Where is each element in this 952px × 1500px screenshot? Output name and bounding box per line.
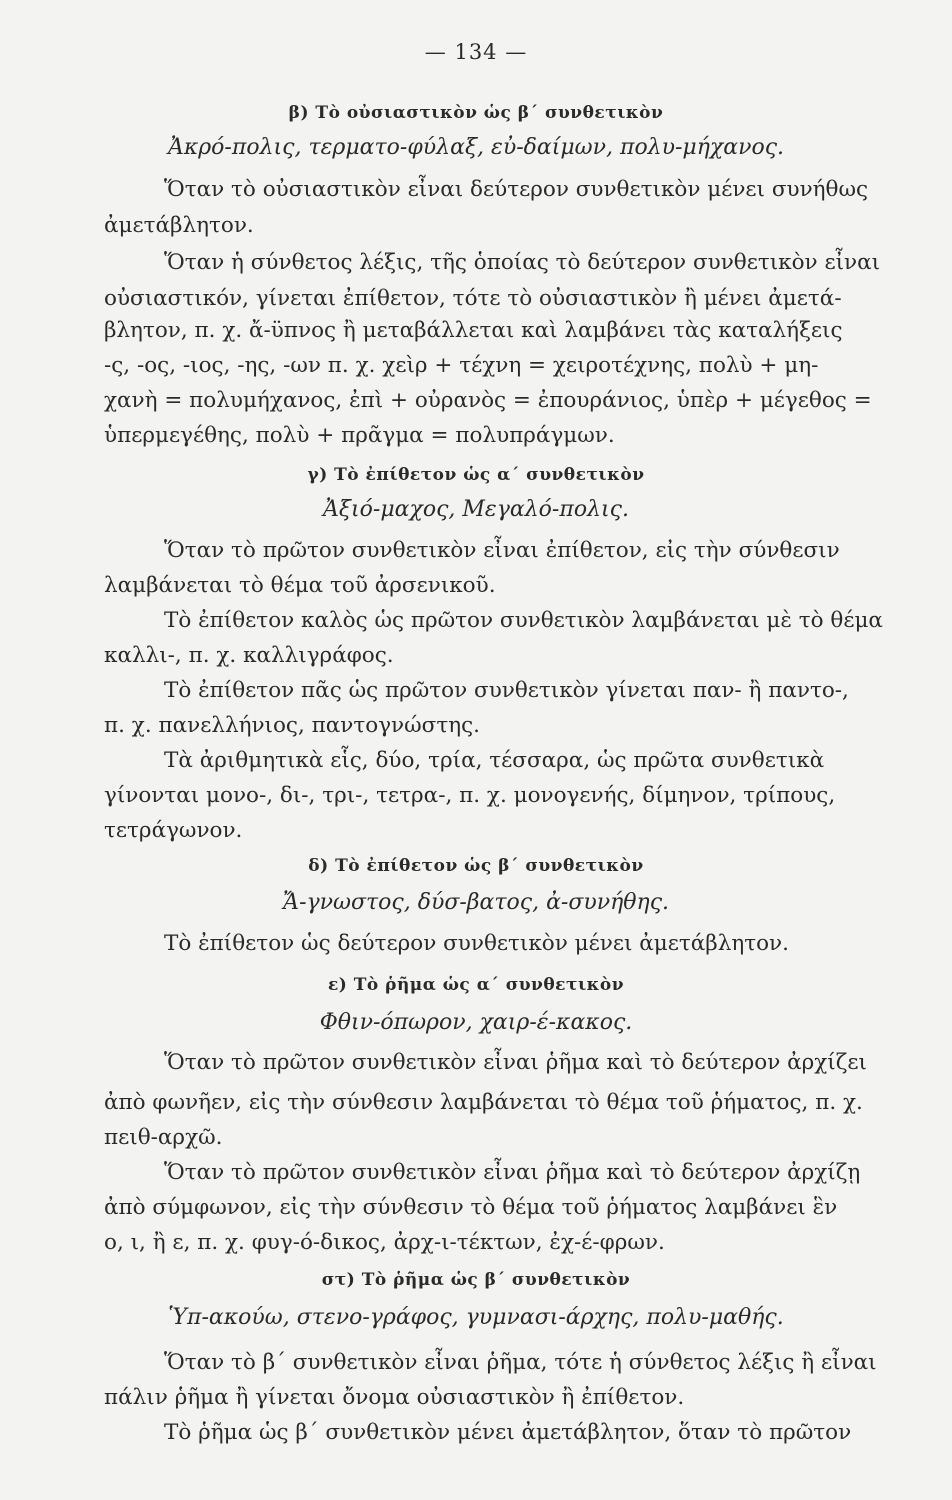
section-heading-b: β) Τὸ οὐσιαστικὸν ὡς β΄ συνθετικὸν [288, 103, 664, 123]
text-line-21: πειθ-αρχῶ. [104, 1125, 223, 1150]
text-line-7: χανὴ = πολυμήχανος, ἐπὶ + οὐρανὸς = ἐπουράνιος, ὑπὲρ + μέγεθος = [104, 388, 872, 413]
example-line-e: Φθιν-όπωρον, χαιρ-έ-κακος. [319, 1010, 633, 1035]
text-line-4: οὐσιαστικόν, γίνεται ἐπίθετον, τότε τὸ οὐσιαστικὸν ἢ μένει ἀμετά- [104, 286, 842, 311]
text-line-15: Τὰ ἀριθμητικὰ εἷς, δύο, τρία, τέσσαρα, ὡς πρῶτα συνθετικὰ [164, 748, 825, 773]
text-line-14: π. χ. πανελλήνιος, παντογνώστης. [104, 713, 480, 738]
text-line-9: Ὅταν τὸ πρῶτον συνθετικὸν εἶναι ἐπίθετον, εἰς τὴν σύνθεσιν [164, 538, 840, 563]
text-line-8: ὑπερμεγέθης, πολὺ + πρᾶγμα = πολυπράγμων. [104, 423, 615, 448]
text-line-26: πάλιν ῥῆμα ἢ γίνεται ὄνομα οὐσιαστικὸν ἢ ἐπίθετον. [104, 1385, 685, 1410]
section-heading-e: ε) Τὸ ῥῆμα ὡς α΄ συνθετικὸν [327, 975, 625, 995]
example-line-d: Ἄ-γνωστος, δύσ-βατος, ἀ-συνήθης. [282, 890, 670, 915]
example-line-b: Ἀκρό-πολις, τερματο-φύλαξ, εὐ-δαίμων, πολυ-μήχανος. [167, 135, 785, 160]
text-line-20: ἀπὸ φωνῆεν, εἰς τὴν σύνθεσιν λαμβάνεται τὸ θέμα τοῦ ῥήματος, π. χ. [104, 1090, 863, 1115]
text-line-3: Ὅταν ἡ σύνθετος λέξις, τῆς ὁποίας τὸ δεύτερον συνθετικὸν εἶναι [164, 250, 881, 275]
section-heading-st: στ) Τὸ ῥῆμα ὡς β΄ συνθετικὸν [321, 1270, 631, 1290]
text-line-23: ἀπὸ σύμφωνον, εἰς τὴν σύνθεσιν τὸ θέμα τοῦ ῥήματος λαμβάνει ἓν [104, 1195, 838, 1220]
section-heading-g: γ) Τὸ ἐπίθετον ὡς α΄ συνθετικὸν [307, 465, 645, 485]
text-line-18: Τὸ ἐπίθετον ὡς δεύτερον συνθετικὸν μένει ἀμετάβλητον. [164, 931, 789, 956]
text-line-2: ἀμετάβλητον. [104, 213, 254, 238]
text-line-13: Τὸ ἐπίθετον πᾶς ὡς πρῶτον συνθετικὸν γίνεται παν- ἢ παντο-, [164, 678, 849, 703]
text-line-12: καλλι-, π. χ. καλλιγράφος. [104, 643, 394, 668]
text-line-27: Τὸ ῥῆμα ὡς β΄ συνθετικὸν μένει ἀμετάβλητον, ὅταν τὸ πρῶτον [164, 1420, 852, 1445]
text-line-24: ο, ι, ἢ ε, π. χ. φυγ-ό-δικος, ἀρχ-ι-τέκτων, ἐχ-έ-φρων. [104, 1230, 665, 1255]
text-line-10: λαμβάνεται τὸ θέμα τοῦ ἀρσενικοῦ. [104, 573, 496, 598]
text-line-6: -ς, -ος, -ιος, -ης, -ων π. χ. χεὶρ + τέχνη = χειροτέχνης, πολὺ + μη- [104, 353, 819, 378]
text-line-22: Ὅταν τὸ πρῶτον συνθετικὸν εἶναι ῥῆμα καὶ τὸ δεύτερον ἀρχίζῃ [164, 1160, 861, 1185]
section-heading-d: δ) Τὸ ἐπίθετον ὡς β΄ συνθετικὸν [308, 856, 644, 876]
text-line-5: βλητον, π. χ. ἄ-ϋπνος ἢ μεταβάλλεται καὶ λαμβάνει τὰς καταλήξεις [104, 318, 843, 343]
text-line-16: γίνονται μονο-, δι-, τρι-, τετρα-, π. χ. μονογενής, δίμηνον, τρίπους, [104, 783, 836, 808]
example-line-st: Ὑπ-ακούω, στενο-γράφος, γυμνασι-άρχης, πολυ-μαθής. [168, 1305, 784, 1330]
text-line-17: τετράγωνον. [104, 818, 243, 843]
example-line-g: Ἀξιό-μαχος, Μεγαλό-πολις. [323, 497, 629, 522]
page-number: — 134 — [424, 40, 528, 64]
text-line-19: Ὅταν τὸ πρῶτον συνθετικὸν εἶναι ῥῆμα καὶ τὸ δεύτερον ἀρχίζει [164, 1050, 867, 1075]
text-line-11: Τὸ ἐπίθετον καλὸς ὡς πρῶτον συνθετικὸν λαμβάνεται μὲ τὸ θέμα [164, 608, 883, 633]
text-line-1: Ὅταν τὸ οὐσιαστικὸν εἶναι δεύτερον συνθετικὸν μένει συνήθως [164, 177, 869, 202]
text-line-25: Ὅταν τὸ β΄ συνθετικὸν εἶναι ῥῆμα, τότε ἡ σύνθετος λέξις ἢ εἶναι [164, 1350, 877, 1375]
